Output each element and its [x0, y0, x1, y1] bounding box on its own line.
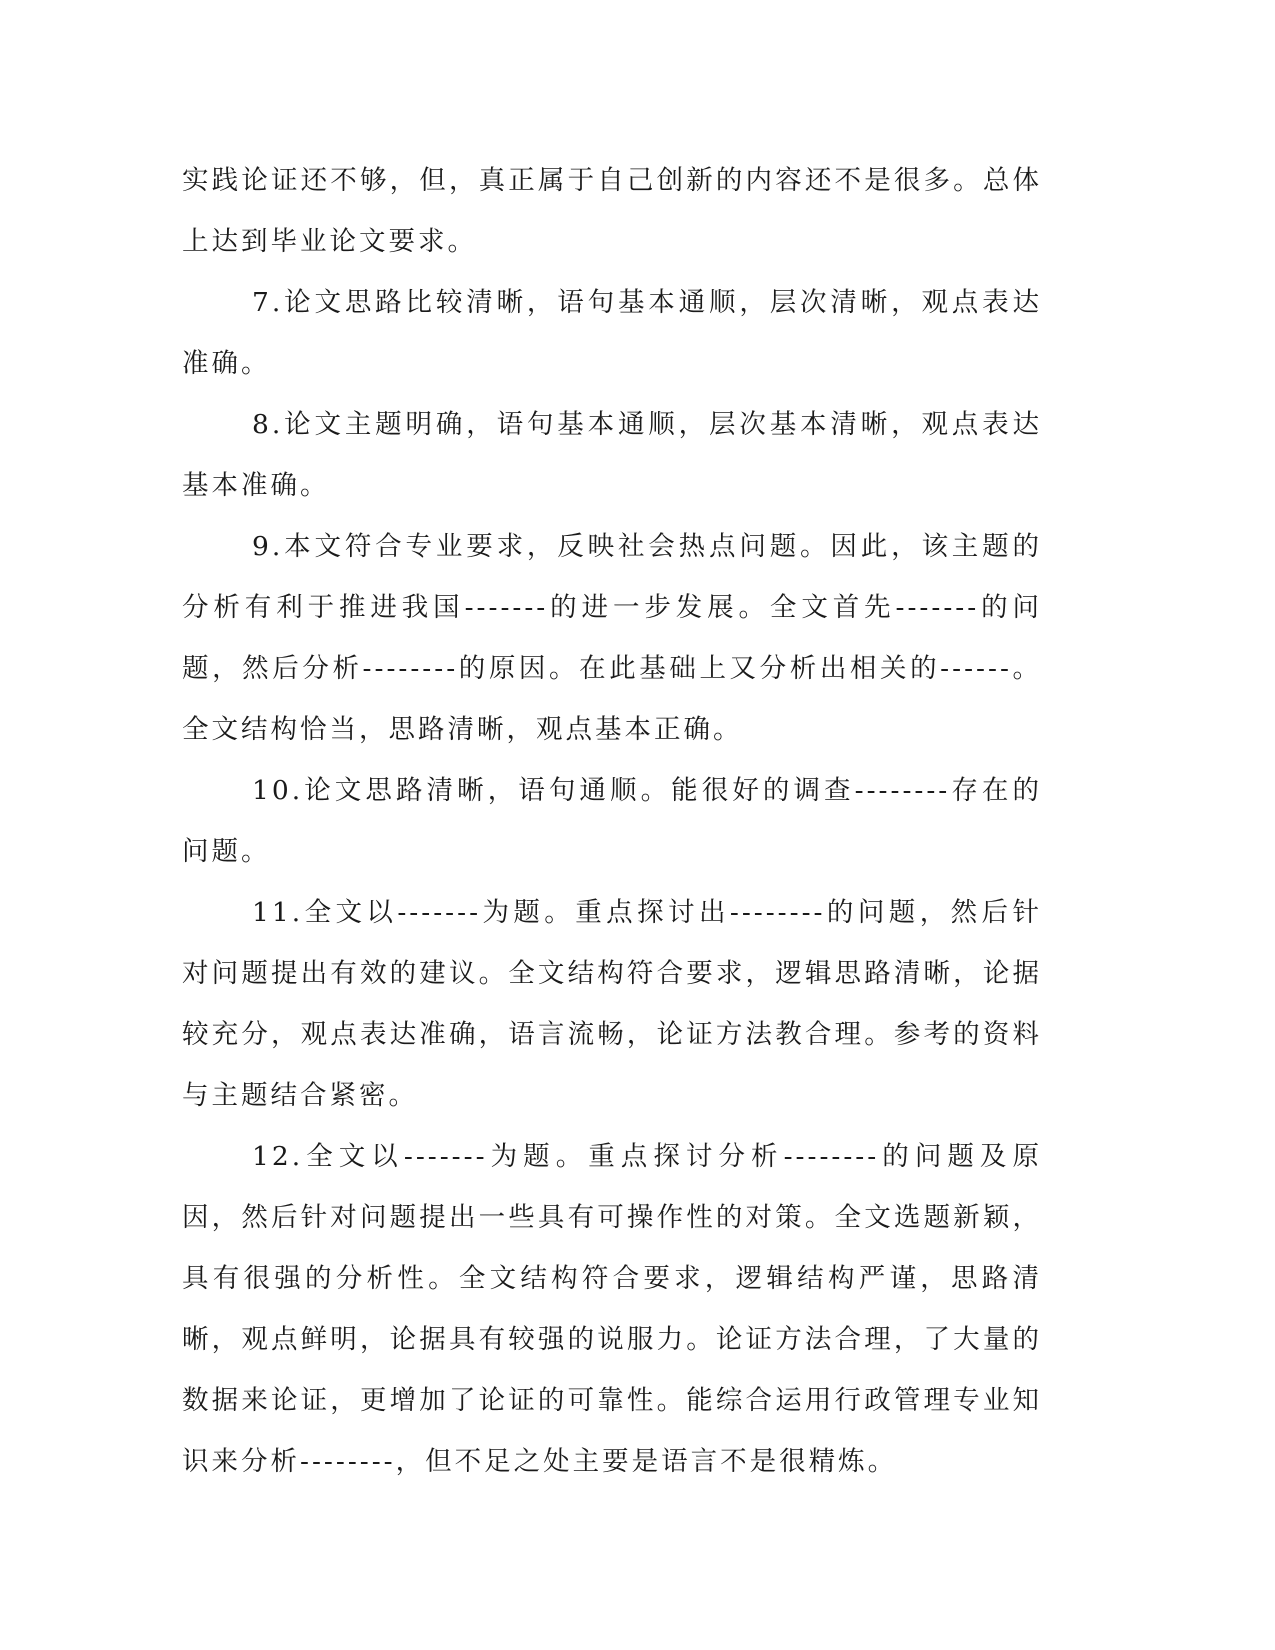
paragraph-item-11: 11.全文以-------为题。重点探讨出--------的问题，然后针对问题提出有效的建议。全文结构符合要求，逻辑思路清晰，论据较充分，观点表达准确，语言流畅，论证方法教合理。参考的资料与主题结合紧密。 [182, 897, 1042, 1111]
paragraph-item-10: 10.论文思路清晰，语句通顺。能很好的调查--------存在的问题。 [182, 775, 1042, 867]
document-page [182, 150, 1042, 1492]
paragraph-item-12: 12.全文以-------为题。重点探讨分析--------的问题及原因，然后针对问题提出一些具有可操作性的对策。全文选题新颖，具有很强的分析性。全文结构符合要求，逻辑结构严谨，思路清晰，观点鲜明，论据具有较强的说服力。论证方法合理，了大量的数据来论证，更增加了论证的可靠性。能综合运用行政管理专业知识来分析--------，但不足之处主要是语言不是很精炼。 [182, 1141, 1042, 1477]
paragraph-item-8: 8.论文主题明确，语句基本通顺，层次基本清晰，观点表达基本准确。 [182, 409, 1042, 501]
paragraph-item-7: 7.论文思路比较清晰，语句基本通顺，层次清晰，观点表达准确。 [182, 287, 1042, 379]
paragraph-item-9: 9.本文符合专业要求，反映社会热点问题。因此，该主题的分析有利于推进我国-------的进一步发展。全文首先-------的问题，然后分析--------的原因。在此基础上又分析出相关的------。全文结构恰当，思路清晰，观点基本正确。 [182, 531, 1042, 745]
paragraph-continuation: 实践论证还不够，但，真正属于自己创新的内容还不是很多。总体上达到毕业论文要求。 [182, 165, 1042, 257]
